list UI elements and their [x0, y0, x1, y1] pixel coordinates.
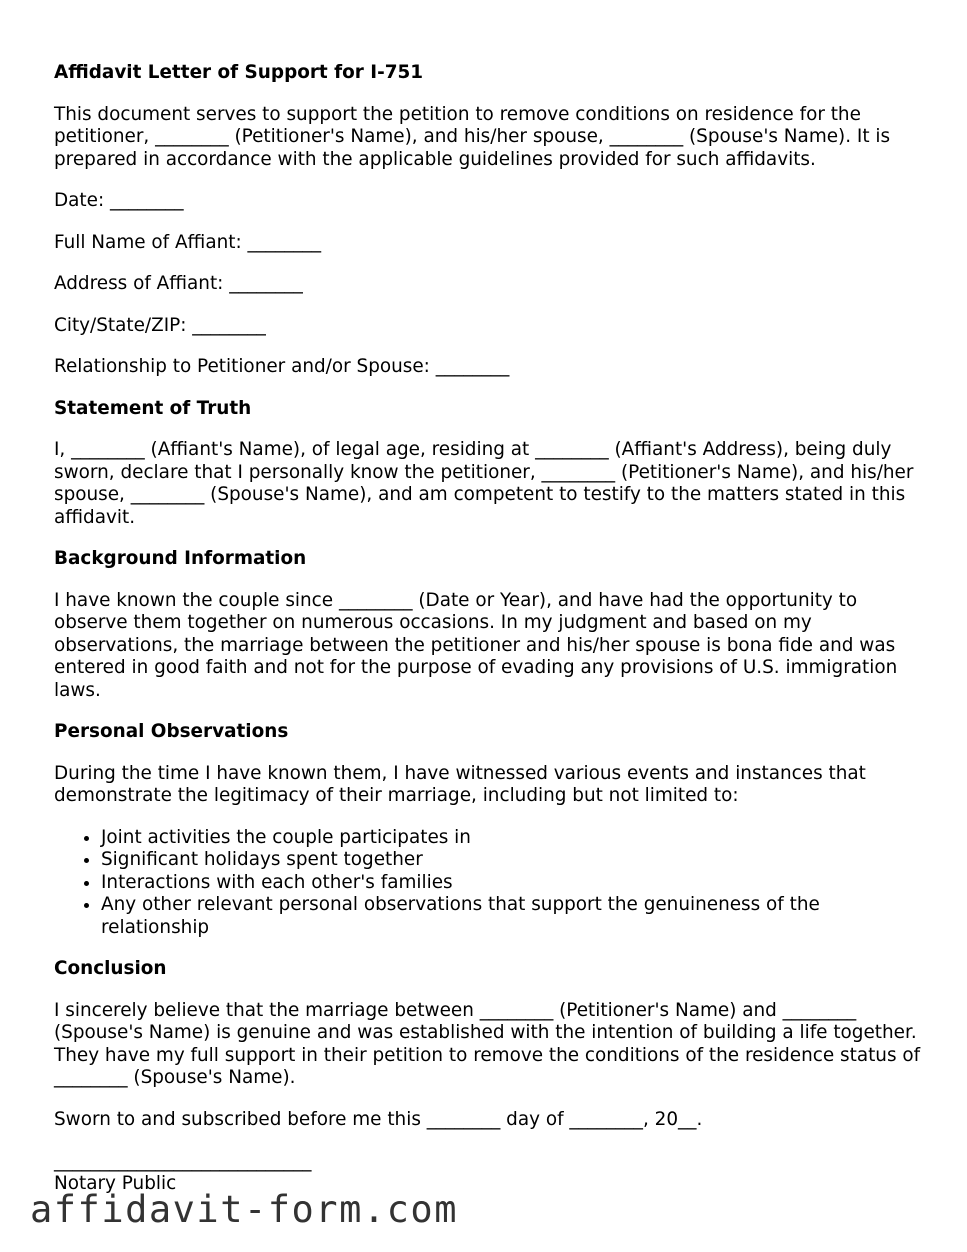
intro-paragraph: This document serves to support the petition to remove conditions on residence for the petitioner, ________ (Petitioner's Name), and his/her spouse, ________ (Spouse's Name). It is prepared in accordance with the applicable guidelines provided for such affidavits. — [54, 103, 891, 170]
affidavit-document — [54, 62, 924, 1194]
document-title: Affidavit Letter of Support for I-751 — [54, 62, 424, 83]
observations-list — [54, 827, 924, 940]
conclusion-body: I sincerely believe that the marriage between ________ (Petitioner's Name) and ________ (Spouse's Name) is genuine and was established with the intention of building a life together. They have my full support in their petition to remove the conditions of the residence status of ________ (Spouse's Name). — [54, 999, 921, 1088]
notary-public-label: Notary Public — [54, 1172, 177, 1194]
address-field: Address of Affiant: ________ — [54, 273, 303, 294]
background-body: I have known the couple since ________ (Date or Year), and have had the opportunity to observe them together on numerous occasions. In my judgment and based on my observations, the marriage between the petitioner and his/her spouse is bona fide and was entered in good faith and not for the purpose of evading any provisions of U.S. immigration laws. — [54, 589, 898, 701]
statement-of-truth-heading: Statement of Truth — [54, 397, 252, 419]
conclusion-heading: Conclusion — [54, 958, 167, 979]
observations-body: During the time I have known them, I have witnessed various events and instances that demonstrate the legitimacy of their marriage, including but not limited to: — [54, 762, 866, 806]
statement-of-truth-body: I, ________ (Affiant's Name), of legal age, residing at ________ (Affiant's Address), being duly sworn, declare that I personally know the petitioner, ________ (Petitioner's Name), and his/her spouse, ________ (Spouse's Name), and am competent to testify to the matters stated in this affidavit. — [54, 439, 914, 528]
list-item: • Any other relevant personal observations that support the genuineness of the relationship — [101, 894, 924, 939]
observations-heading: Personal Observations — [54, 721, 289, 742]
city-state-zip-field: City/State/ZIP: ________ — [54, 314, 266, 336]
date-field: Date: ________ — [54, 190, 184, 211]
list-item: • Joint activities the couple participates in — [101, 827, 924, 850]
list-item: • Interactions with each other's families — [101, 872, 924, 895]
sworn-statement: Sworn to and subscribed before me this ________ day of ________, 20__. — [54, 1108, 703, 1130]
background-heading: Background Information — [54, 548, 307, 569]
signature-line: ____________________________ — [54, 1151, 312, 1172]
relationship-field: Relationship to Petitioner and/or Spouse: ________ — [54, 356, 510, 377]
watermark: affidavit-form.com — [30, 1188, 458, 1231]
list-item: • Significant holidays spent together — [101, 849, 924, 872]
full-name-field: Full Name of Affiant: ________ — [54, 231, 322, 253]
